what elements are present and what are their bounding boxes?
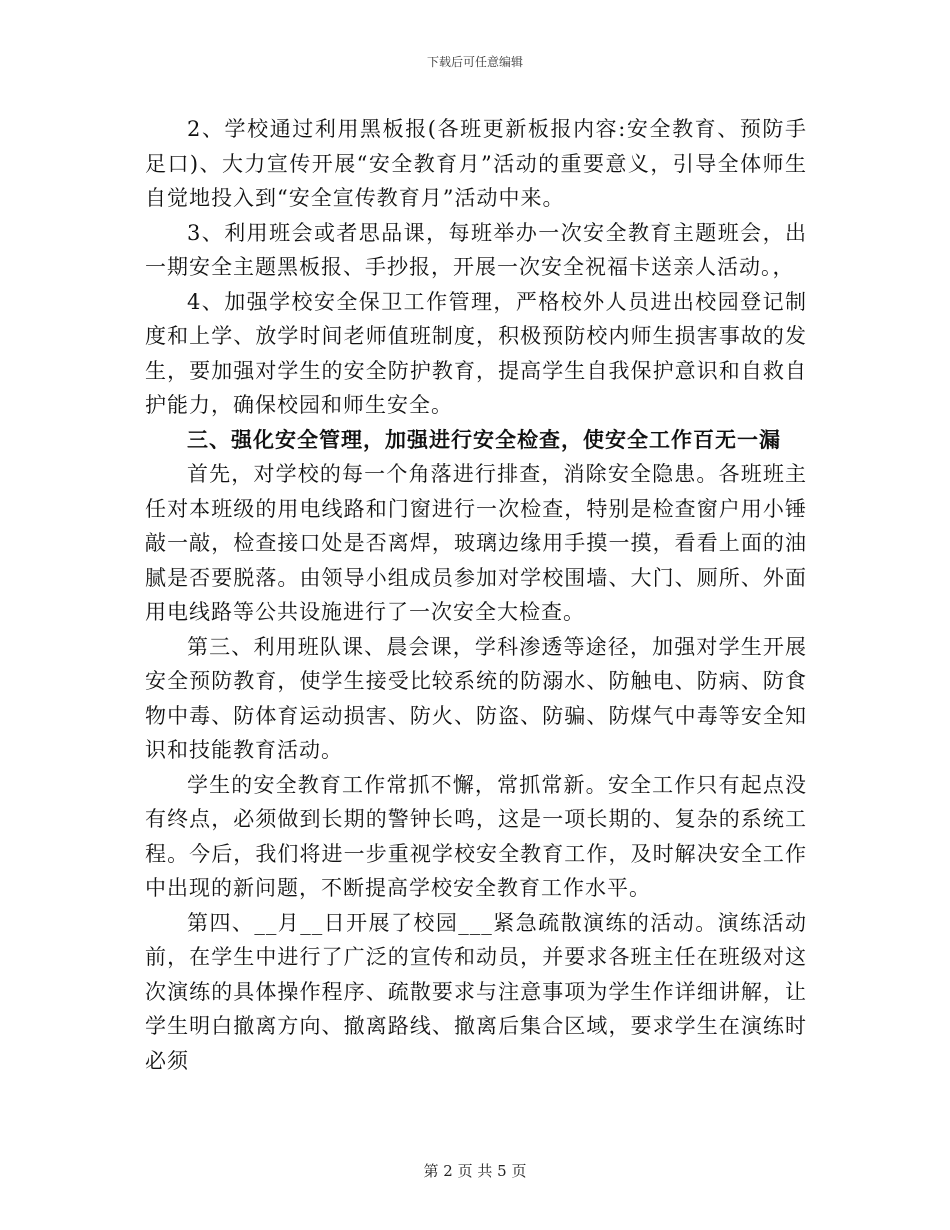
header-note: 下载后可任意编辑 <box>426 55 523 69</box>
page-number: 第 2 页 共 5 页 <box>423 1162 527 1180</box>
paragraph-third: 第三、利用班队课、晨会课，学科渗透等途径，加强对学生开展安全预防教育，使学生接受比较系统的防溺水、防触电、防病、防食物中毒、防体育运动损害、防火、防盗、防骗、防煤气中毒等安全知识和技能教育活动。 <box>145 634 807 762</box>
paragraph-item-4: 4、加强学校安全保卫工作管理，严格校外人员进出校园登记制度和上学、放学时间老师值班制度，积极预防校内师生损害事故的发生，要加强对学生的安全防护教育，提高学生自我保护意识和自救自护能力，确保校园和师生安全。 <box>145 289 807 417</box>
paragraph-item-3: 3、利用班会或者思品课，每班举办一次安全教育主题班会，出一期安全主题黑板报、手抄报，开展一次安全祝福卡送亲人活动。， <box>145 220 807 279</box>
document-body <box>145 112 807 1078</box>
section-heading: 三、强化安全管理，加强进行安全检查，使安全工作百无一漏 <box>187 427 781 452</box>
paragraph-inspection: 首先，对学校的每一个角落进行排查，消除安全隐患。各班班主任对本班级的用电线路和门窗进行一次检查，特别是检查窗户用小锤敲一敲，检查接口处是否离焊，玻璃边缘用手摸一摸，看看上面的油腻是否要脱落。由领导小组成员参加对学校围墙、大门、厕所、外面用电线路等公共设施进行了一次安全大检查。 <box>145 462 807 624</box>
paragraph-item-2: 2、学校通过利用黑板报(各班更新板报内容:安全教育、预防手足口)、大力宣传开展“安全教育月”活动的重要意义，引导全体师生自觉地投入到“安全宣传教育月”活动中来。 <box>145 117 807 210</box>
paragraph-summary: 学生的安全教育工作常抓不懈，常抓常新。安全工作只有起点没有终点，必须做到长期的警钟长鸣，这是一项长期的、复杂的系统工程。今后，我们将进一步重视学校安全教育工作，及时解决安全工作中出现的新问题，不断提高学校安全教育工作水平。 <box>145 772 807 900</box>
paragraph-fourth: 第四、__月__日开展了校园___紧急疏散演练的活动。演练活动前，在学生中进行了广泛的宣传和动员，并要求各班主任在班级对这次演练的具体操作程序、疏散要求与注意事项为学生作详细讲解，让学生明白撤离方向、撤离路线、撤离后集合区域，要求学生在演练时必须 <box>145 910 807 1073</box>
